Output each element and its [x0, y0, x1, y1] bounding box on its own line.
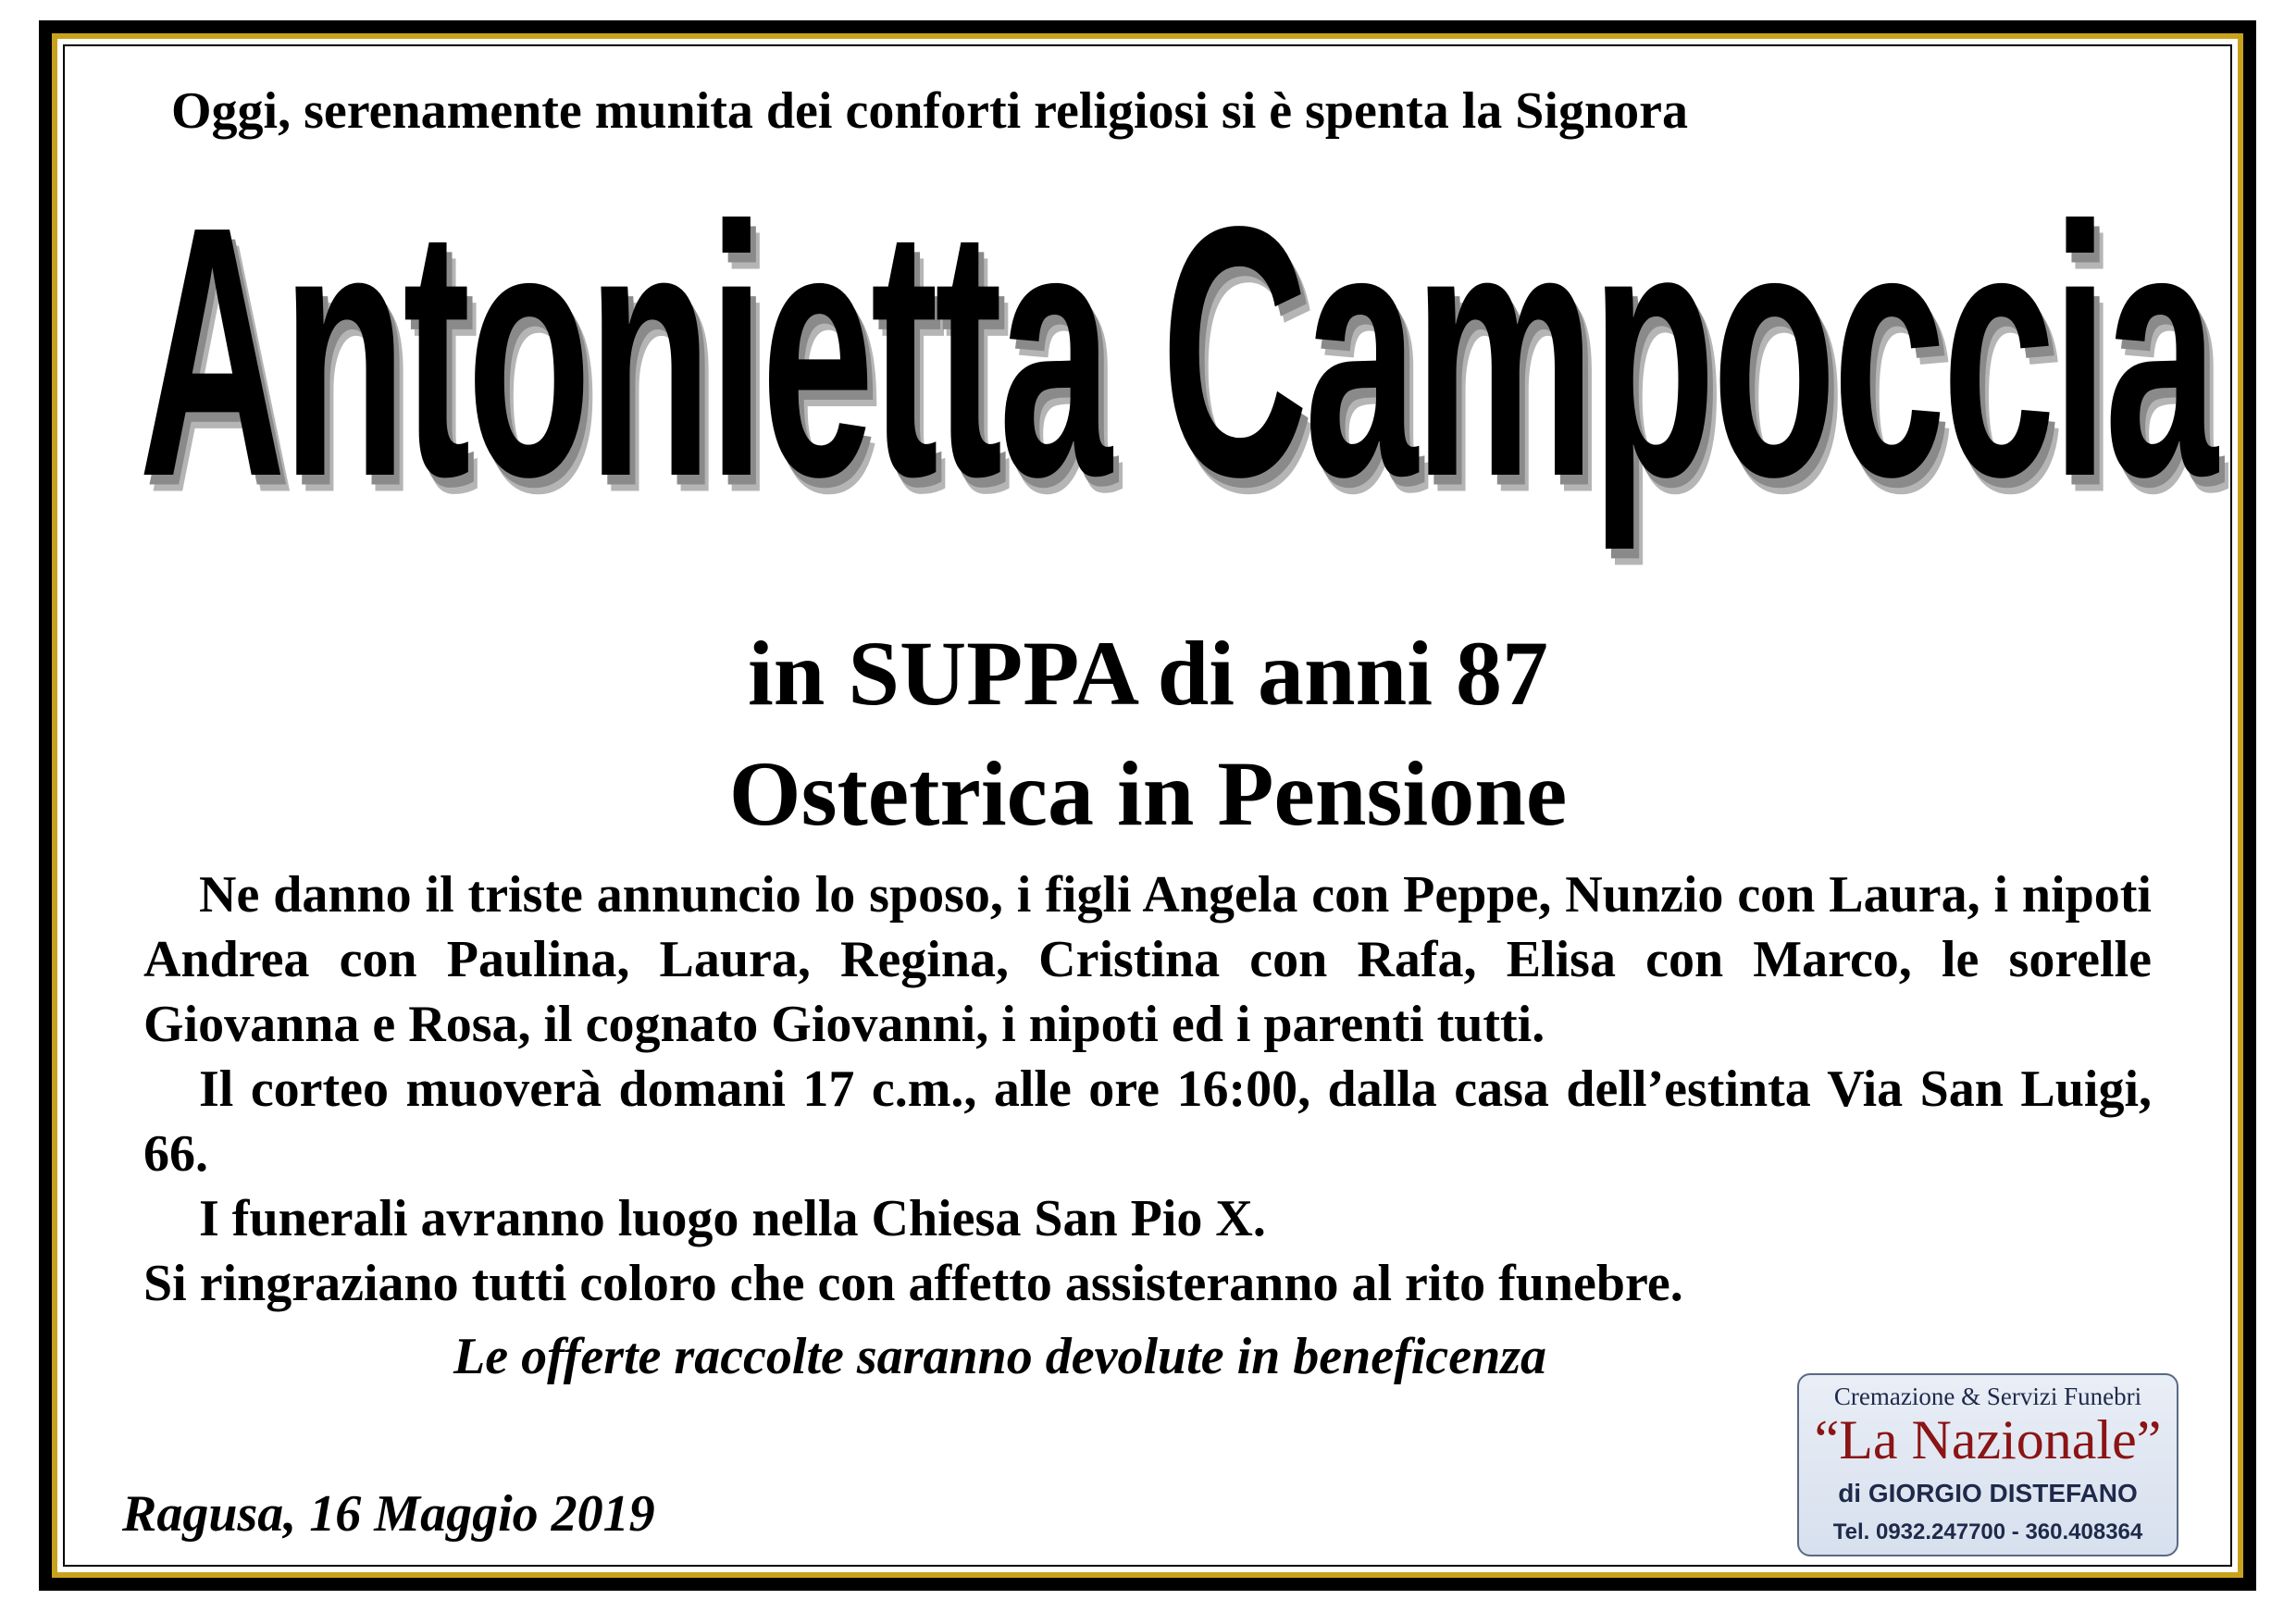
funeral-home-name: “La Nazionale” — [1814, 1409, 2162, 1470]
intro-line: Oggi, serenamente munita dei conforti religiosi si è spenta la Signora — [171, 82, 1688, 140]
thanks-paragraph: Si ringraziano tutti coloro che con affetto assisteranno al rito funebre. — [143, 1255, 1683, 1312]
procession-paragraph: Il corteo muoverà domani 17 c.m., alle ore 16:00, dalla casa dell’estinta Via San Luigi, 66. — [143, 1060, 2152, 1183]
funeral-paragraph: I funerali avranno luogo nella Chiesa San Pio X. — [199, 1190, 1266, 1247]
deceased-name: Antonietta Campoccia — [139, 152, 2215, 552]
donations-note: Le offerte raccolte saranno devolute in beneficenza — [453, 1328, 1547, 1385]
profession: Ostetrica in Pensione — [728, 742, 1568, 845]
funeral-home-phones: Tel. 0932.247700 - 360.408364 — [1832, 1519, 2143, 1544]
family-paragraph: Ne danno il triste annuncio lo sposo, i figli Angela con Peppe, Nunzio con Laura, i nipoti Andrea con Paulina, Laura, Regina, Cristina con Rafa, Elisa con Marco, le sorelle Giovanna e Rosa, il cognato Giovanni, i nipoti ed i parenti tutti. — [143, 866, 2152, 1053]
place-date: Ragusa, 16 Maggio 2019 — [122, 1485, 655, 1543]
funeral-home-owner: di GIORGIO DISTEFANO — [1838, 1479, 2138, 1507]
funeral-home-stamp — [1797, 1373, 2178, 1556]
married-name-age: in SUPPA di anni 87 — [747, 622, 1549, 725]
announcement-body — [143, 862, 2152, 1316]
funeral-home-services: Cremazione & Servizi Funebri — [1833, 1383, 2142, 1410]
